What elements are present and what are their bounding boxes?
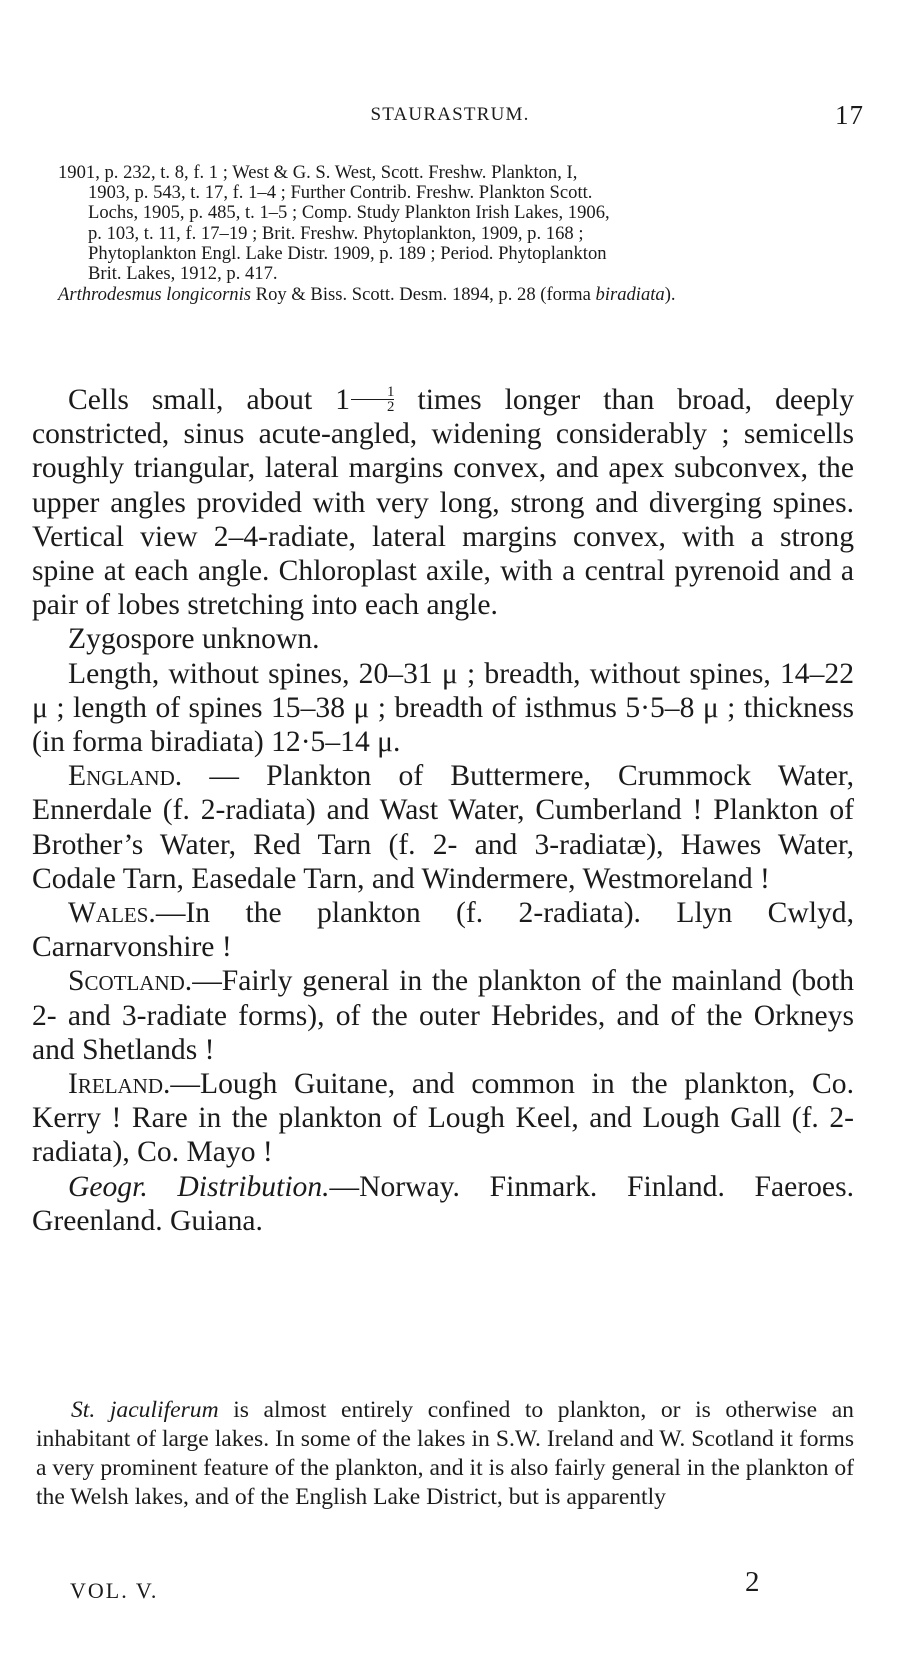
locality-england xyxy=(32,759,854,896)
reference-line: 1903, p. 543, t. 17, f. 1–4 ; Further Contrib. Freshw. Plankton Scott. xyxy=(88,182,593,204)
synonym-form: biradiata xyxy=(595,284,665,306)
reference-line: Brit. Lakes, 1912, p. 417. xyxy=(88,263,278,285)
distribution-label: Geogr. Distribution. xyxy=(68,1170,330,1203)
volume-footer: VOL. V. xyxy=(70,1578,159,1603)
locality-text: —Lough Guitane, and common in the plankton, Co. Kerry ! Rare in the plankton of Lough Keel, and Lough Gall (f. 2-radiata), Co. Mayo ! xyxy=(32,1068,854,1169)
locality-text: —In the plankton (f. 2-radiata). Llyn Cwlyd, Carnarvonshire ! xyxy=(32,897,854,964)
description-paragraph xyxy=(32,383,854,622)
distribution-text: —Norway. Finmark. Finland. Faeroes. Greenland. Guiana. xyxy=(32,1170,854,1237)
reference-line: 1901, p. 232, t. 8, f. 1 ; West & G. S. West, Scott. Freshw. Plankton, I, xyxy=(58,162,578,183)
synonym-end: ). xyxy=(664,284,676,306)
note-species: St. jaculiferum xyxy=(71,1397,219,1423)
reference-line: p. 103, t. 11, f. 17–19 ; Brit. Freshw. Phytoplankton, 1909, p. 168 ; xyxy=(88,222,584,244)
dimensions: Length, without spines, 20–31 μ ; breadth, without spines, 14–22 μ ; length of spines 15–38 μ ; breadth of isthmus 5·5–8 μ ; thickness (in forma biradiata) 12·5–14 μ. xyxy=(32,657,854,759)
species-description xyxy=(32,383,854,1238)
synonym-citation: Roy & Biss. Scott. Desm. 1894, p. 28 (forma xyxy=(251,284,596,306)
locality-text: — Plankton of Buttermere, Crummock Water, Ennerdale (f. 2-radiata) and Wast Water, Cumberland ! Plankton of Brother’s Water, Red Tarn (f. 2- and 3-radiatæ), Hawes Water, Codale Tarn, Easedale Tarn, and Windermere, Westmoreland ! xyxy=(32,760,854,895)
fraction xyxy=(351,385,394,414)
species-note xyxy=(36,1396,854,1512)
running-title: STAURASTRUM. xyxy=(370,104,530,125)
reference-line: Phytoplankton Engl. Lake Distr. 1909, p. 189 ; Period. Phytoplankton xyxy=(88,242,607,264)
signature-mark: 2 xyxy=(745,1566,760,1598)
region-label: England. xyxy=(68,760,183,793)
fraction-denominator: 2 xyxy=(387,399,395,416)
page-number: 17 xyxy=(835,100,864,130)
description-body: times longer than broad, deeply constricted, sinus acute-angled, widening considerably ; semicells roughly triangular, lateral margins convex, and apex subconvex, the upper angles provided with very long, strong and diverging spines. Vertical view 2–4-radiate, lateral margins convex, with a strong spine at each angle. Chloroplast axile, with a central pyrenoid and a pair of lobes stretching into each angle. xyxy=(32,384,854,622)
synonym-entry xyxy=(58,285,851,305)
region-label: Ireland. xyxy=(68,1068,171,1101)
reference-block xyxy=(58,163,851,305)
note-paragraph xyxy=(36,1396,854,1512)
locality-wales xyxy=(32,896,854,964)
size-prefix: Cells small, about 1 xyxy=(68,384,351,416)
zygospore-note: Zygospore unknown. xyxy=(68,623,320,656)
region-label: Scotland. xyxy=(68,965,193,998)
reference-line: Lochs, 1905, p. 485, t. 1–5 ; Comp. Study Plankton Irish Lakes, 1906, xyxy=(88,202,610,224)
locality-scotland xyxy=(32,964,854,1067)
synonym-name: Arthrodesmus longicornis xyxy=(58,284,252,306)
locality-ireland xyxy=(32,1067,854,1170)
running-header xyxy=(0,100,900,134)
geographic-distribution xyxy=(32,1170,854,1238)
fraction-numerator: 1 xyxy=(351,385,394,400)
locality-text: —Fairly general in the plankton of the mainland (both 2- and 3-radiate forms), of the outer Hebrides, and of the Orkneys and Shetlands ! xyxy=(32,965,854,1066)
region-label: Wales. xyxy=(68,897,156,930)
note-text: is almost entirely confined to plankton, or is otherwise an inhabitant of large lakes. In some of the lakes in S.W. Ireland and W. Scotland it forms a very prominent feature of the plankton, and it is also fairly general in the plankton of the Welsh lakes, and of the English Lake District, but is apparently xyxy=(36,1397,854,1510)
